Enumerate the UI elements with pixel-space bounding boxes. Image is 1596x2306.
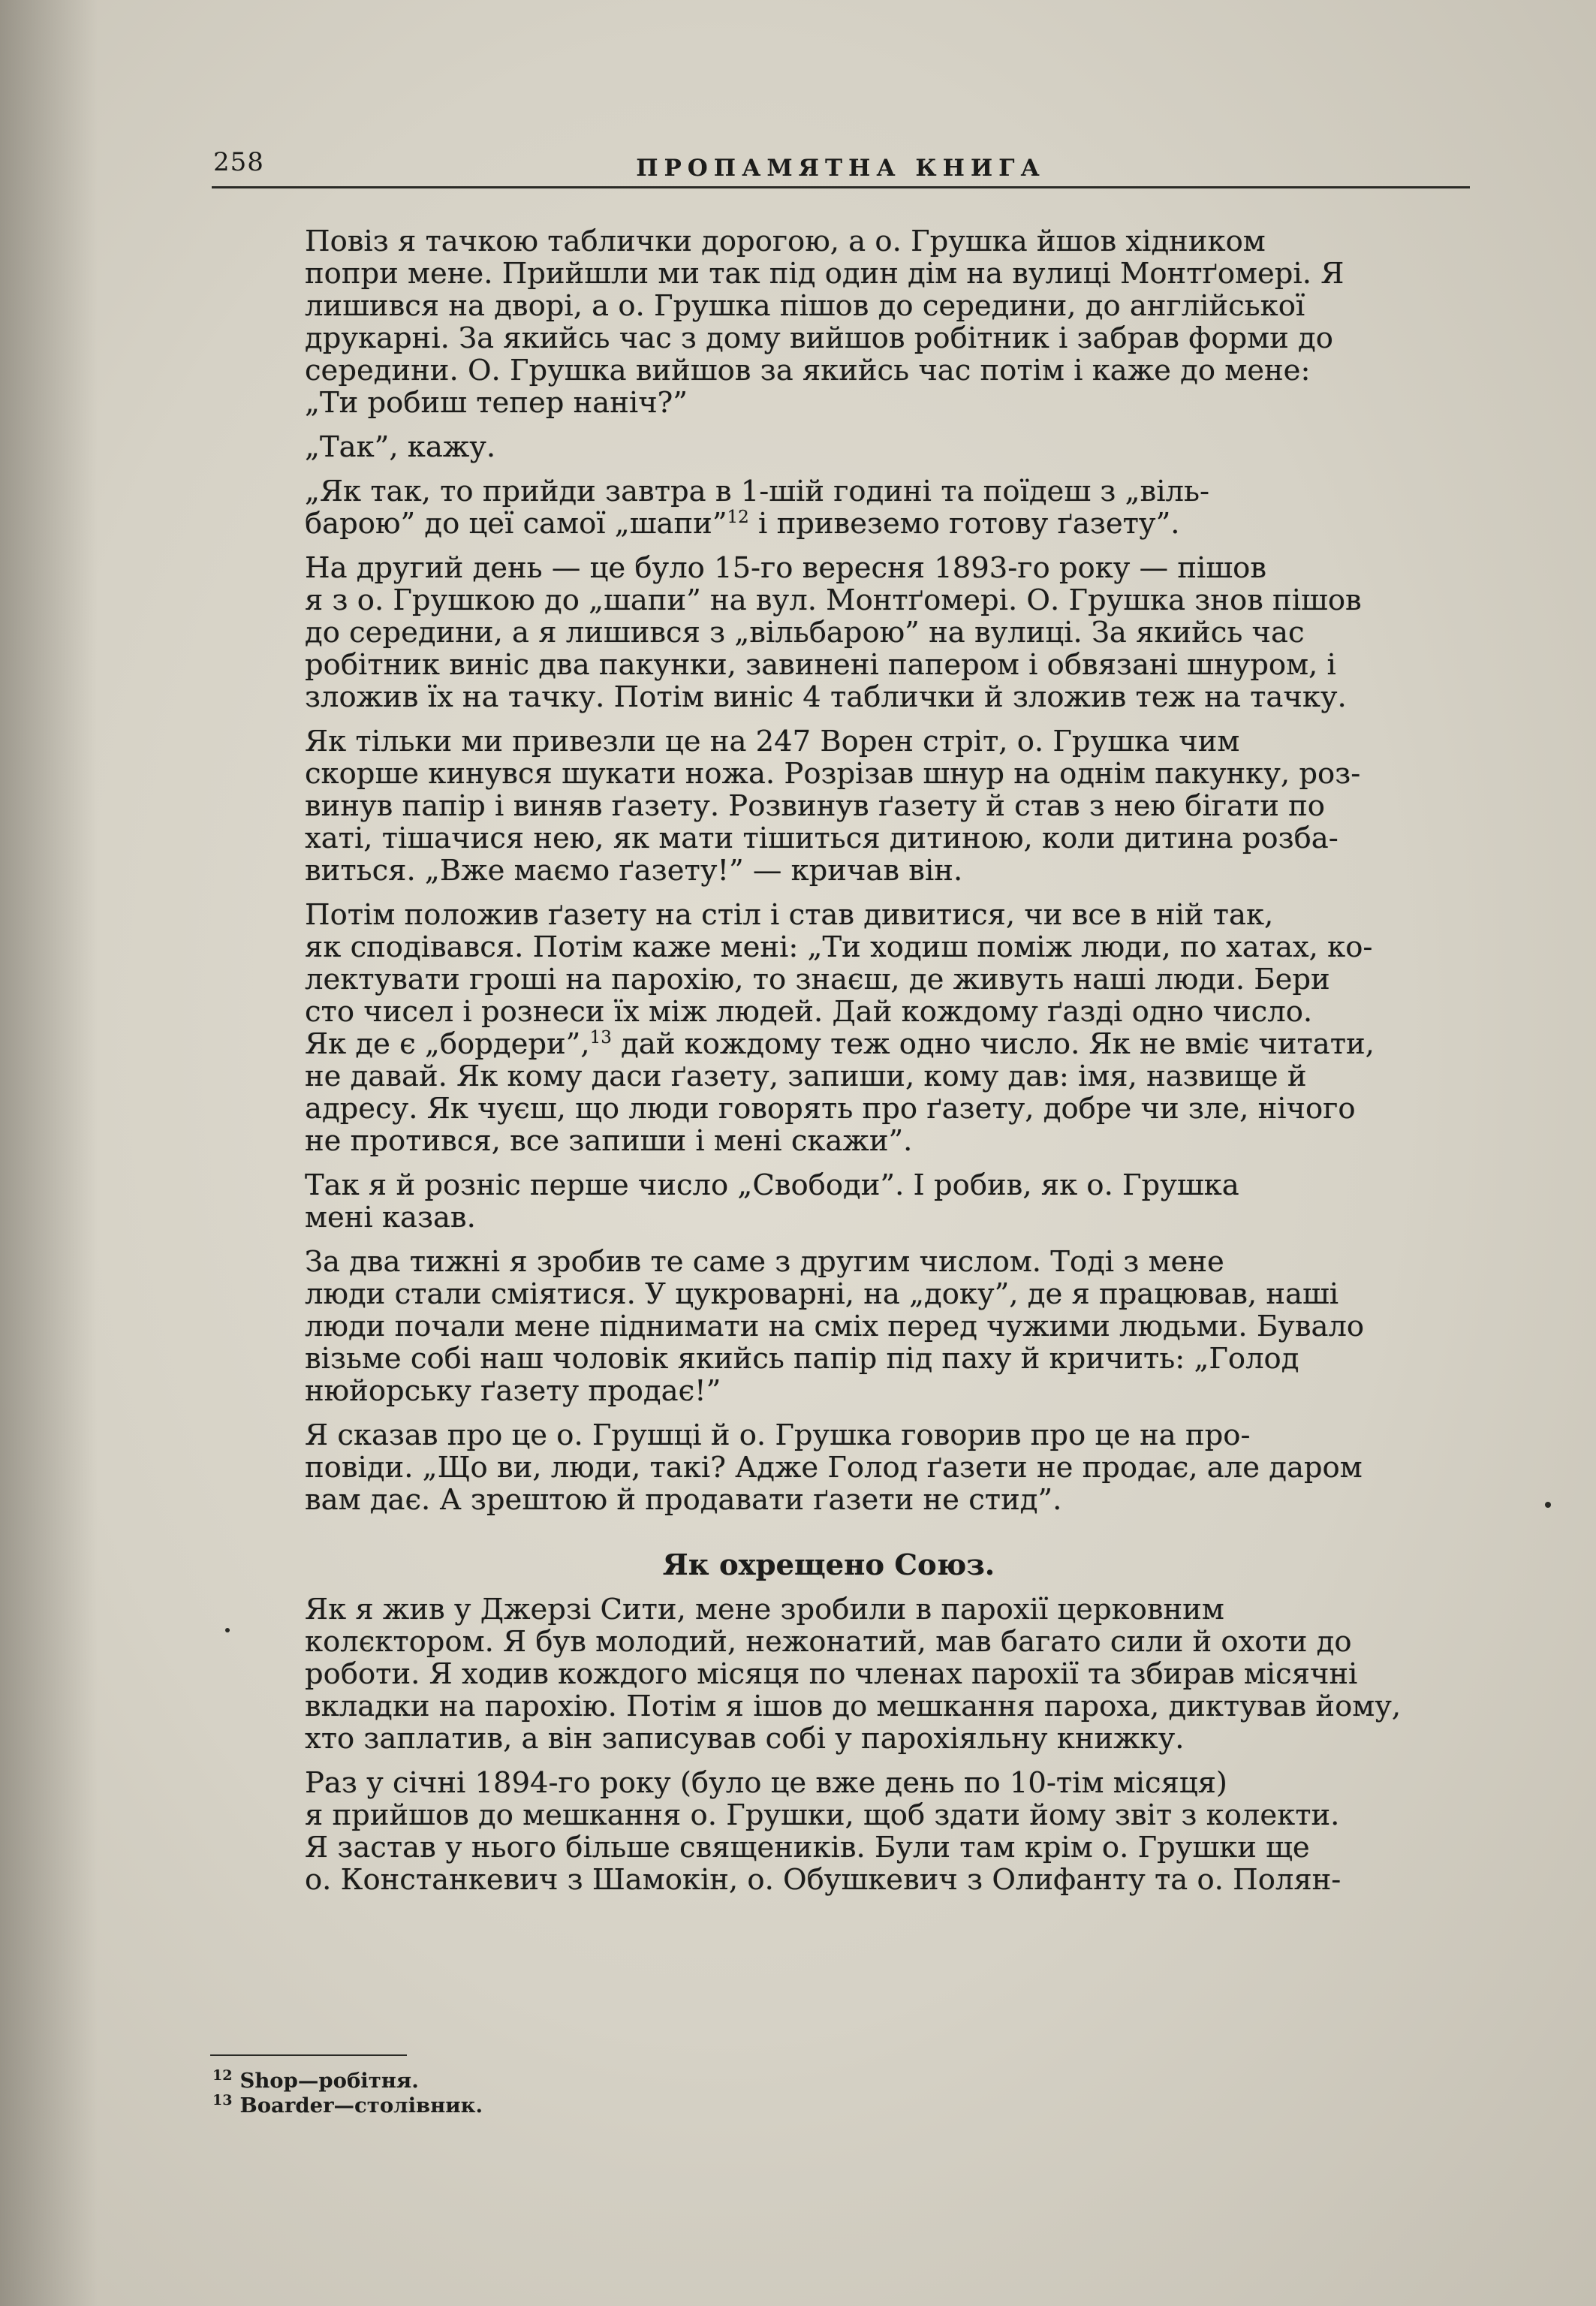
footnotes: [212, 2066, 1113, 2118]
text-line: скорше кинувся шукати ножа. Розрізав шнур на однім пакунку, роз-: [305, 757, 1361, 791]
text-line: мені казав.: [305, 1201, 476, 1234]
text-segment: Як де є „бордери”,: [305, 1027, 590, 1061]
text-line: до середини, а я лишився з „вільбарою” на вулиці. За якийсь час: [305, 616, 1305, 650]
footnote-text: Shop—робітня.: [239, 2069, 419, 2093]
print-speck: [225, 1628, 230, 1632]
text-line: „Ти робиш тепер наніч?”: [305, 386, 688, 420]
main-text: [201, 225, 1456, 1908]
text-line: повіди. „Що ви, люди, такі? Адже Голод ґазети не продає, але даром: [305, 1451, 1363, 1485]
text-line: роботи. Я ходив кождого місяця по членах парохії та збирав місячні: [305, 1657, 1358, 1691]
text-line: „Так”, кажу.: [305, 430, 496, 464]
paragraph: [201, 1169, 1456, 1234]
running-header: [212, 141, 1470, 188]
text-line: не протився, все запиши і мені скажи”.: [305, 1124, 913, 1158]
paragraph: [201, 1767, 1456, 1896]
text-line: адресу. Як чуєш, що люди говорять про ґазету, добре чи зле, нічого: [305, 1092, 1356, 1126]
text-line: Як я жив у Джерзі Сити, мене зробили в парохії церковним: [305, 1593, 1224, 1626]
footnote-rule: [210, 2054, 407, 2056]
text-line: виться. „Вже маємо ґазету!” — кричав він.: [305, 854, 963, 888]
text-line: о. Констанкевич з Шамокін, о. Обушкевич з Олифанту та о. Полян-: [305, 1863, 1342, 1897]
footnote-number: 12: [212, 2066, 233, 2084]
text-line: хто заплатив, а він записував собі у парохіяльну книжку.: [305, 1722, 1185, 1756]
text-line: лектувати гроші на парохію, то знаєш, де живуть наші люди. Бери: [305, 963, 1330, 996]
footnote-number: 13: [212, 2091, 233, 2109]
text-segment: барою” до цеї самої „шапи”: [305, 507, 727, 541]
text-line: зложив їх на тачку. Потім виніс 4 таблички й зложив теж на тачку.: [305, 680, 1347, 714]
page-number: 258: [213, 147, 264, 177]
text-line: колєктором. Я був молодий, нежонатий, мав багато сили й охоти до: [305, 1625, 1352, 1659]
text-line: як сподівався. Потім каже мені: „Ти ходиш поміж люди, по хатах, ко-: [305, 930, 1373, 964]
text-line: візьме собі наш чоловік якийсь папір під паху й кричить: „Голод: [305, 1342, 1299, 1376]
footnote-ref: 13: [589, 1028, 612, 1048]
print-speck: [1545, 1502, 1551, 1508]
text-line: друкарні. За якийсь час з дому вийшов робітник і забрав форми до: [305, 321, 1333, 355]
text-line: не давай. Як кому даси ґазету, запиши, кому дав: імя, назвище й: [305, 1060, 1307, 1093]
text-line: нюйорську ґазету продає!”: [305, 1374, 721, 1408]
paragraph: [201, 899, 1456, 1157]
footnote-text: Boarder—столівник.: [239, 2093, 483, 2118]
running-title: ПРОПАМЯТНА КНИГА: [636, 155, 1046, 182]
text-line: винув папір і виняв ґазету. Розвинув ґазету й став з нею бігати по: [305, 789, 1325, 823]
text-line: я прийшов до мешкання о. Грушки, щоб здати йому звіт з колекти.: [305, 1798, 1340, 1832]
text-line: За два тижні я зробив те саме з другим числом. Тоді з мене: [305, 1245, 1224, 1279]
text-line: вкладки на парохію. Потім я ішов до мешкання пароха, диктував йому,: [305, 1690, 1402, 1723]
paragraph: [201, 475, 1456, 540]
paragraph: [201, 552, 1456, 713]
text-line: хаті, тішачися нею, як мати тішиться дитиною, коли дитина розба-: [305, 821, 1339, 855]
text-line: люди стали сміятися. У цукроварні, на „доку”, де я працював, наші: [305, 1277, 1339, 1311]
text-line: я з о. Грушкою до „шапи” на вул. Монтґомері. О. Грушка знов пішов: [305, 583, 1362, 617]
section-heading: Як охрещено Союз.: [662, 1548, 995, 1582]
text-line: Потім положив ґазету на стіл і став дивитися, чи все в ній так,: [305, 898, 1274, 932]
text-line: середини. О. Грушка вийшов за якийсь час потім і каже до мене:: [305, 354, 1311, 387]
paragraph: [201, 431, 1456, 463]
text-line: сто чисел і рознеси їх між людей. Дай кождому ґазді одно число.: [305, 995, 1313, 1029]
footnote-item: [212, 2093, 1113, 2118]
paragraph: [201, 725, 1456, 887]
text-line: Як тільки ми привезли це на 247 Ворен стріт, о. Грушка чим: [305, 725, 1240, 758]
text-line: „Як так, то прийди завтра в 1-шій годині та поїдеш з „віль-: [305, 475, 1209, 508]
text-line: На другий день — це було 15-го вересня 1893-го року — пішов: [305, 551, 1267, 585]
footnote-ref: 12: [727, 508, 749, 528]
text-line: Я сказав про це о. Грушці й о. Грушка говорив про це на про-: [305, 1418, 1251, 1452]
text-line: Повіз я тачкою таблички дорогою, а о. Грушка йшов хідником: [305, 225, 1266, 258]
text-line: [201, 508, 1456, 540]
paragraph: [201, 1246, 1456, 1407]
text-line: Так я й розніс перше число „Свободи”. І робив, як о. Грушка: [305, 1168, 1239, 1202]
text-segment: дай кождому теж одно число. Як не вміє читати,: [611, 1027, 1375, 1061]
paragraph: [201, 1593, 1456, 1755]
paragraph: [201, 225, 1456, 419]
text-line: попри мене. Прийшли ми так під один дім на вулиці Монтґомері. Я: [305, 257, 1345, 291]
text-line: люди почали мене піднимати на сміх перед чужими людьми. Бувало: [305, 1310, 1365, 1343]
footnote-item: [212, 2066, 1113, 2093]
page-edge-shadow: [0, 0, 98, 2306]
text-line: робітник виніс два пакунки, завинені папером і обвязані шнуром, і: [305, 648, 1336, 682]
text-line: [201, 1028, 1456, 1060]
text-line: Раз у січні 1894-го року (було це вже день по 10-тім місяця): [305, 1766, 1227, 1800]
paragraph: [201, 1419, 1456, 1516]
text-line: Я застав у нього більше священиків. Були там крім о. Грушки ще: [305, 1831, 1310, 1864]
text-line: лишився на дворі, а о. Грушка пішов до середини, до англійської: [305, 289, 1305, 323]
text-segment: і привеземо готову ґазету”.: [748, 507, 1180, 541]
text-line: вам дає. А зрештою й продавати ґазети не стид”.: [305, 1483, 1062, 1517]
